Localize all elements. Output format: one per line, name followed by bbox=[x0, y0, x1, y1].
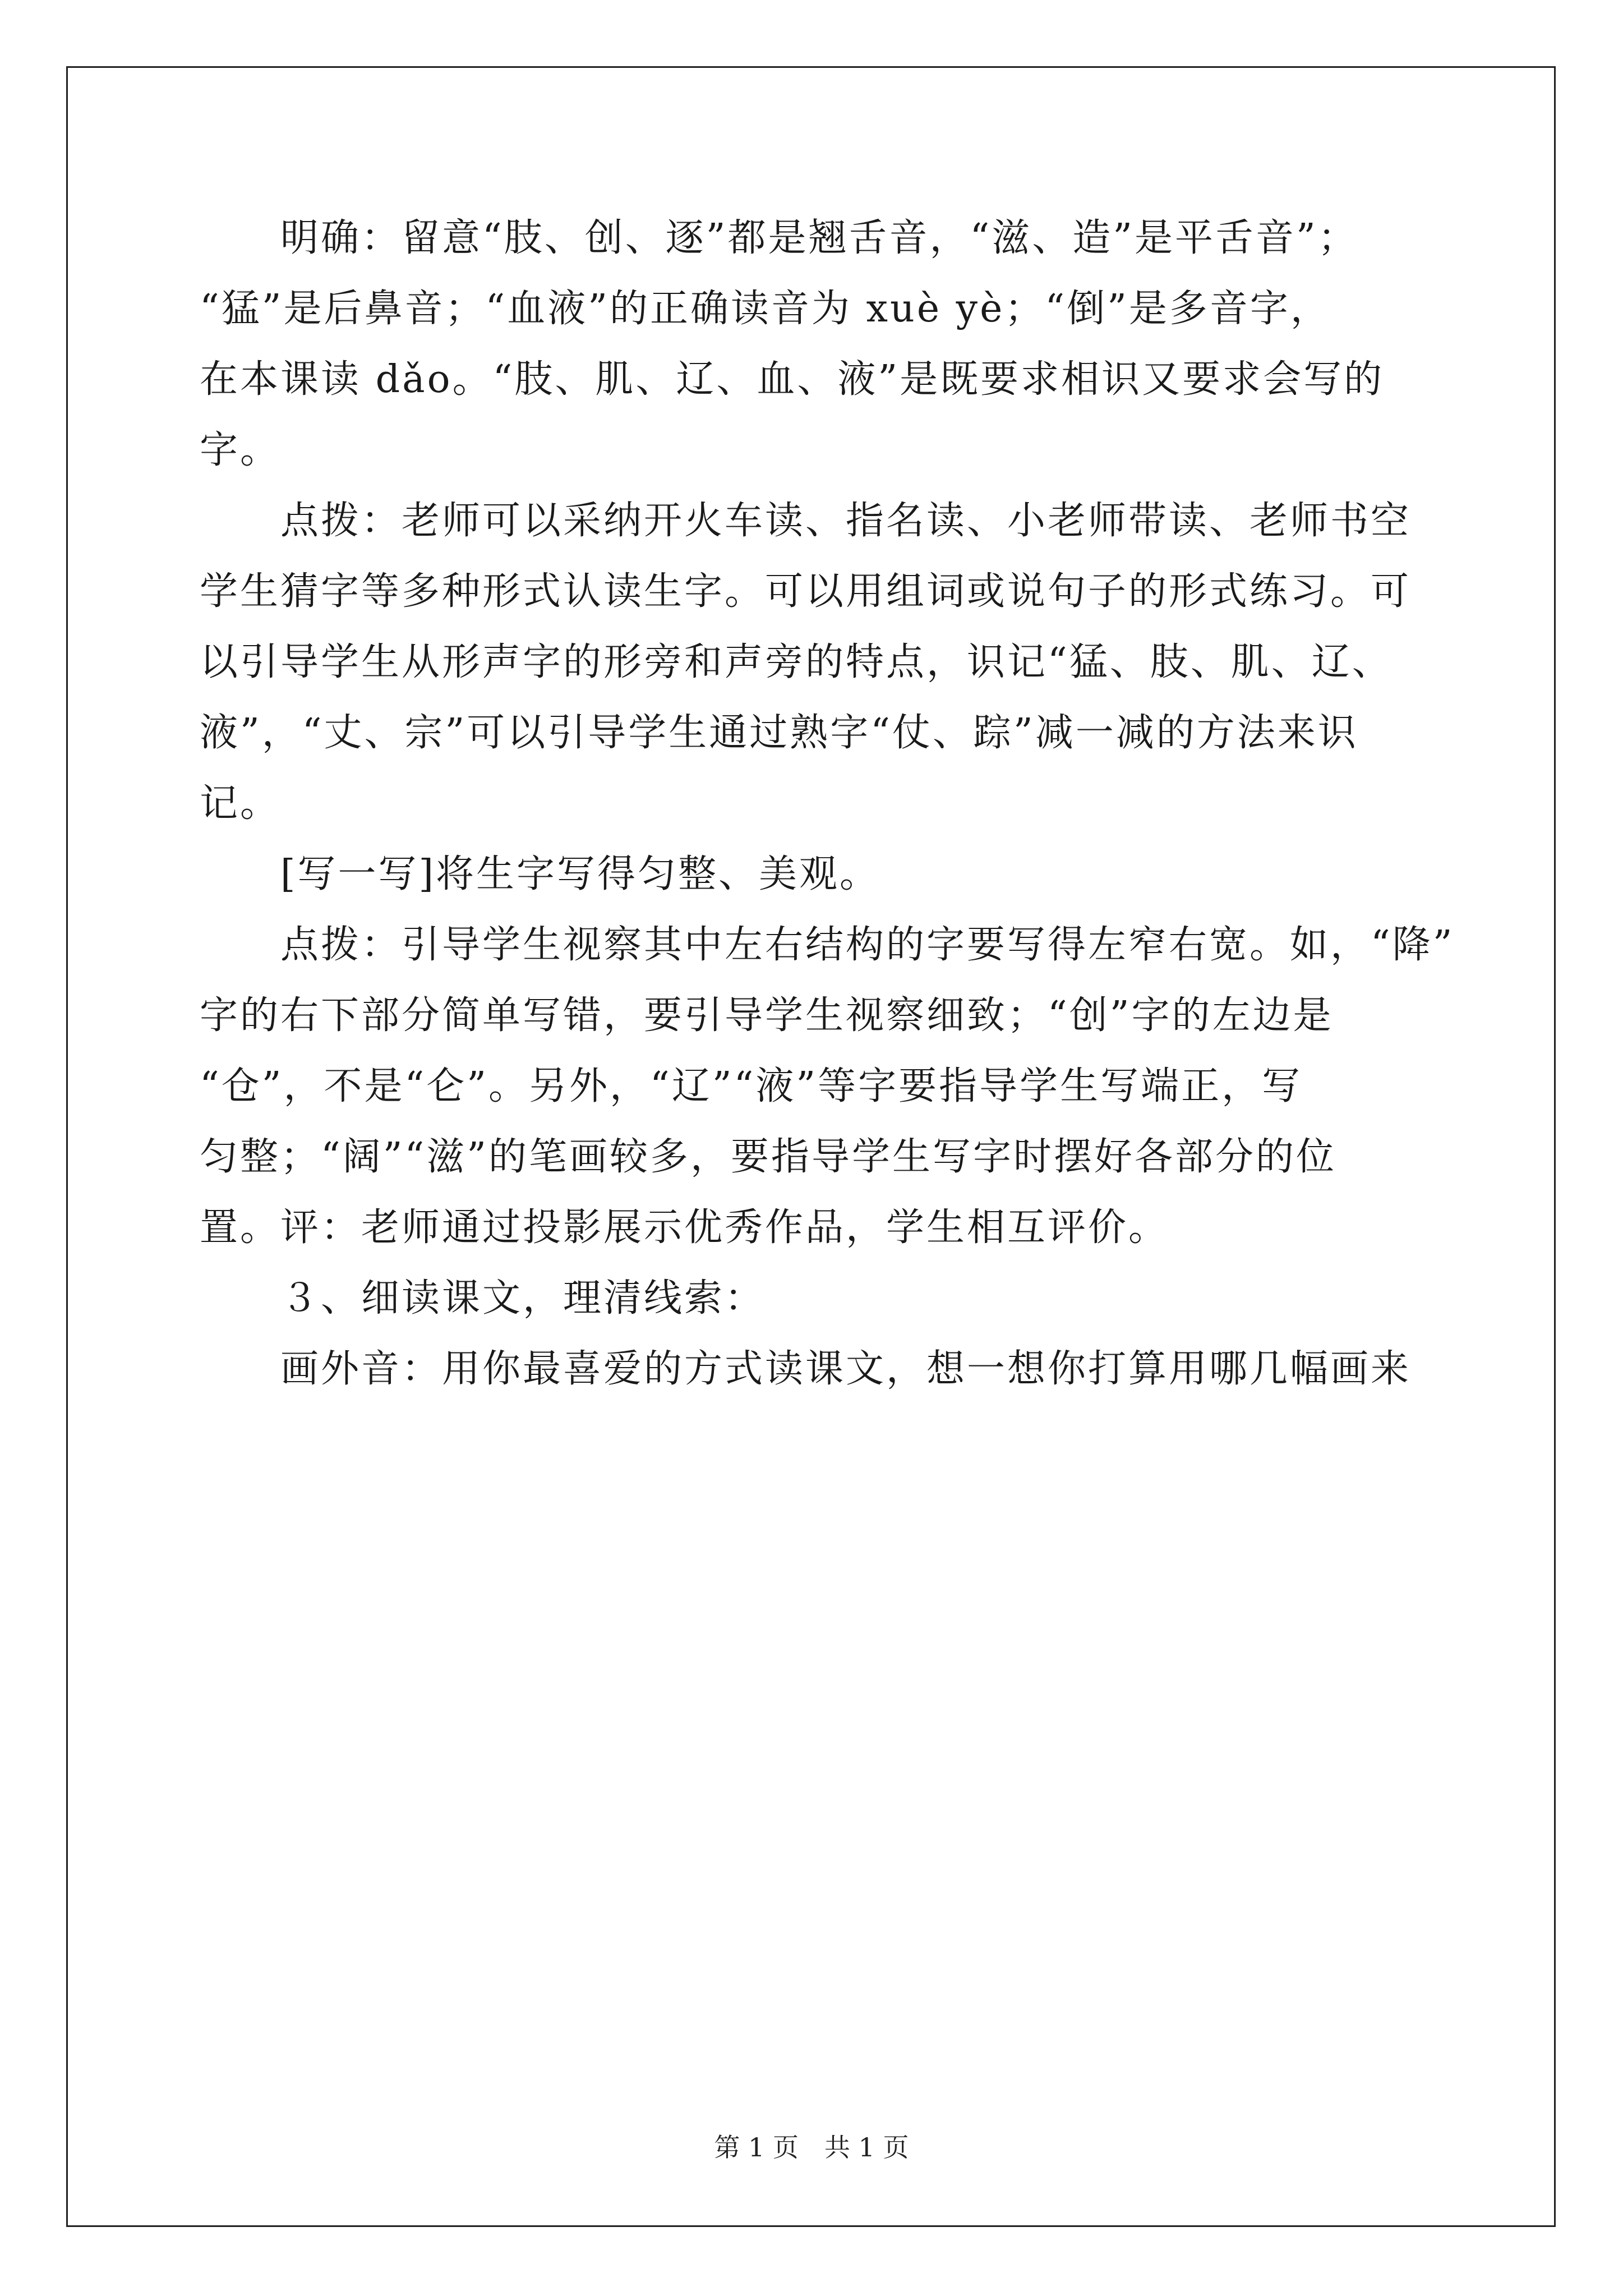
text-line: [写一写]将生字写得匀整、美观。 bbox=[200, 852, 880, 896]
text-line: 记。 bbox=[200, 781, 281, 826]
text-line: ３、细读课文，理清线索： bbox=[200, 1276, 766, 1320]
text-line: 点拨：老师可以采纳开火车读、指名读、小老师带读、老师书空 bbox=[200, 499, 1412, 543]
text-line: 置。评：老师通过投影展示优秀作品，学生相互评价。 bbox=[200, 1205, 1169, 1250]
text-line: 明确：留意“肢、创、逐”都是翘舌音，“滋、造”是平舌音”； bbox=[200, 216, 1358, 260]
text-line: 学生猜字等多种形式认读生字。可以用组词或说句子的形式练习。可 bbox=[200, 569, 1412, 614]
text-line: 字的右下部分简单写错，要引导学生视察细致；“创”字的左边是 bbox=[200, 993, 1334, 1038]
text-line: “猛”是后鼻音；“血液”的正确读音为 xuè yè；“倒”是多音字， bbox=[200, 287, 1331, 331]
text-line: 点拨：引导学生视察其中左右结构的字要写得左窄右宽。如，“降” bbox=[200, 923, 1455, 967]
text-line: 以引导学生从形声字的形旁和声旁的特点，识记“猛、肢、肌、辽、 bbox=[200, 640, 1393, 684]
text-line: “仓”，不是“仑”。另外，“辽”“液”等字要指导学生写端正，写 bbox=[200, 1064, 1303, 1108]
text-line: 在本课读 dǎo。“肢、肌、辽、血、液”是既要求相识又要求会写的 bbox=[200, 357, 1385, 402]
text-line: 液”，“丈、宗”可以引导学生通过熟字“仗、踪”减一减的方法来识 bbox=[200, 711, 1358, 755]
text-line: 匀整；“阔”“滋”的笔画较多，要指导学生写字时摆好各部分的位 bbox=[200, 1135, 1337, 1179]
text-line: 画外音：用你最喜爱的方式读课文，想一想你打算用哪几幅画来 bbox=[200, 1347, 1412, 1391]
text-line: 字。 bbox=[200, 428, 281, 472]
page-number-footer: 第 1 页 共 1 页 bbox=[714, 2132, 909, 2162]
